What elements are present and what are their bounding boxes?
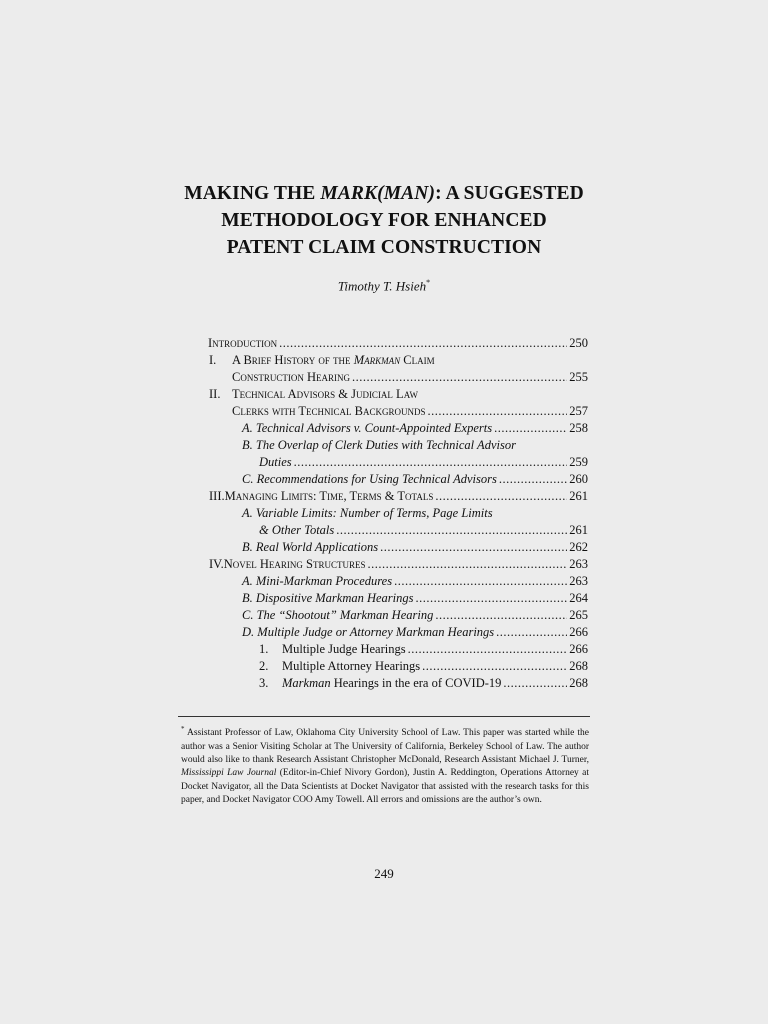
toc-part-3a-line-1: A. Variable Limits: Number of Terms, Page Limits <box>242 506 493 520</box>
toc-part-1-number: I. <box>209 353 217 367</box>
dot-leader <box>435 607 567 624</box>
toc-entry-part-3: III.Managing Limits: Time, Terms & Totals ..... 261 <box>209 488 588 505</box>
toc-entry-part-4d1: 1. Multiple Judge Hearings ..... 266 <box>259 641 588 658</box>
toc-entry-introduction: Introduction ..... 250 <box>208 335 588 352</box>
toc-part-2b-line-1: B. The Overlap of Clerk Duties with Technical Advisor <box>242 438 516 452</box>
toc-entry-part-4a: A. Mini-Markman Procedures ..... 263 <box>242 573 588 590</box>
dot-leader <box>427 403 567 420</box>
dot-leader <box>416 590 568 607</box>
dot-leader <box>499 471 567 488</box>
toc-entry-part-2c: C. Recommendations for Using Technical Advisors ..... 260 <box>242 471 588 488</box>
dot-leader <box>496 624 567 641</box>
toc-entry-part-3b: B. Real World Applications ..... 262 <box>242 539 588 556</box>
dot-leader <box>294 454 568 471</box>
dot-leader <box>435 488 567 505</box>
title-line-2: METHODOLOGY FOR ENHANCED <box>221 210 547 231</box>
dot-leader <box>503 675 567 692</box>
title-line-1: MAKING THE MARK(MAN): A SUGGESTED <box>184 183 584 204</box>
toc-entry-part-4: IV.Novel Hearing Structures ..... 263 <box>209 556 588 573</box>
author-footnote-mark: * <box>426 278 431 287</box>
toc-entry-part-2b: Duties ..... 259 <box>259 454 588 471</box>
footnote-mark: * <box>181 725 185 733</box>
dot-leader <box>367 556 567 573</box>
page-number: 249 <box>374 866 394 881</box>
toc-part-2-line-1: Technical Advisors & Judicial Law <box>232 387 418 401</box>
toc-entry-part-4d2: 2. Multiple Attorney Hearings ..... 268 <box>259 658 588 675</box>
toc-part-2-number: II. <box>209 387 221 401</box>
dot-leader <box>394 573 567 590</box>
journal-name: Mississippi Law Journal <box>181 768 277 779</box>
title-line-3: PATENT CLAIM CONSTRUCTION <box>226 237 542 258</box>
toc-part-3-number: III. <box>209 489 225 503</box>
dot-leader <box>380 539 567 556</box>
dot-leader <box>279 335 567 352</box>
toc-entry-part-2a: A. Technical Advisors v. Count-Appointed Experts ..... 258 <box>242 420 588 437</box>
footnote: * Assistant Professor of Law, Oklahoma City University School of Law. This paper was started while the author was a Senior Visiting Scholar at The University of California, Berkeley School of Law. The author would also like to thank Research Assistant Christopher McDonald, Research Assistant Michael J. Turner, Mississippi Law Journal (Editor-in-Chief Nivory Gordon), Justin A. Reddington, Operations Attorney at Docket Navigator, all the Data Scientists at Docket Navigator that assisted with the research tasks for this paper, and Docket Navigator COO Amy Towell. All errors and omissions are the author’s own. <box>181 725 589 806</box>
toc-entry-part-2: Clerks with Technical Backgrounds ..... 257 <box>232 403 588 420</box>
dot-leader <box>336 522 567 539</box>
dot-leader <box>352 369 567 386</box>
toc-entry-part-3a: & Other Totals ..... 261 <box>259 522 588 539</box>
toc-part-4-number: IV. <box>209 557 224 571</box>
dot-leader <box>422 658 567 675</box>
toc-part-1-line-1: A Brief History of the Markman Claim <box>232 353 435 367</box>
toc-entry-part-4b: B. Dispositive Markman Hearings ..... 264 <box>242 590 588 607</box>
toc-entry-part-1: Construction Hearing ..... 255 <box>232 369 588 386</box>
toc-entry-part-4c: C. The “Shootout” Markman Hearing ..... 265 <box>242 607 588 624</box>
author-name: Timothy T. Hsieh <box>337 278 427 294</box>
footnote-separator <box>178 716 590 717</box>
dot-leader <box>494 420 567 437</box>
dot-leader <box>408 641 568 658</box>
toc-entry-part-4d3: 3. Markman Hearings in the era of COVID-19 ..... 268 <box>259 675 588 692</box>
toc-entry-part-4d: D. Multiple Judge or Attorney Markman Hearings ..... 266 <box>242 624 588 641</box>
